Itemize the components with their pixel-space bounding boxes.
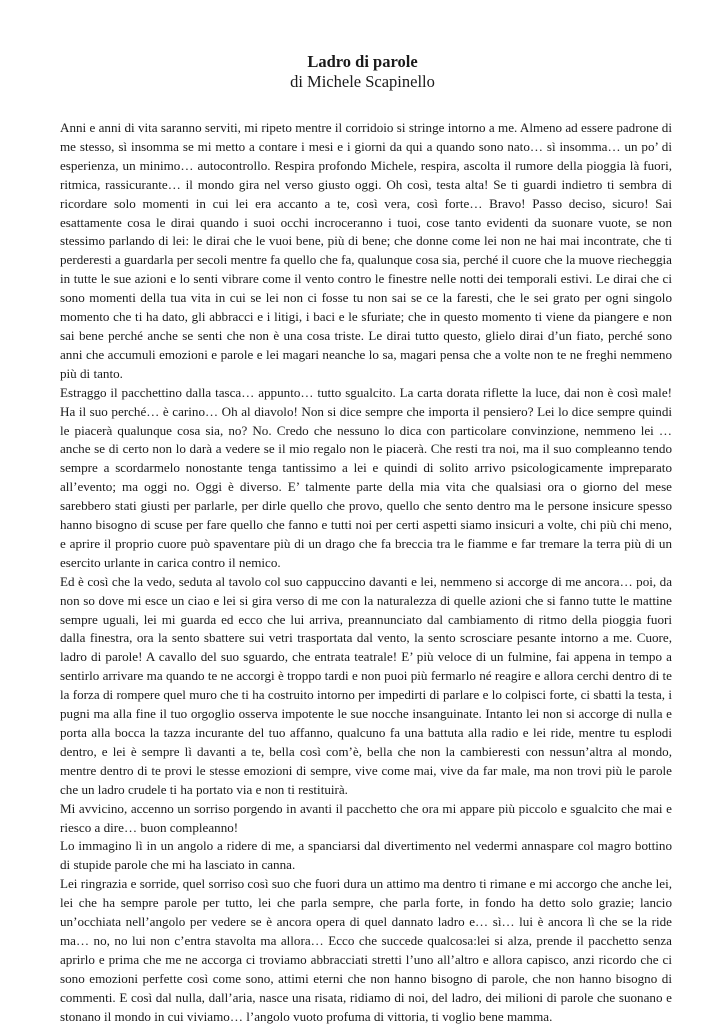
paragraph: Estraggo il pacchettino dalla tasca… appunto… tutto sgualcito. La carta dorata riflette la luce, dai non è così male! Ha il suo perché… è carino… Oh al diavolo! Non si dice sempre che importa il pensiero? Lei lo dice sempre quindi le piacerà qualunque cosa sia, no? No. Credo che nessuno lo dica con particolare convinzione, nemmeno lei … anche se di certo non lo darà a vedere se il mio regalo non le piacerà. Che resti tra noi, ma il suo compleanno tendo sempre a scordarmelo nonostante tenga tantissimo a lei e quindi di solito arrivo psicologicamente impreparato all’evento; ma oggi no. Oggi è diverso. E’ talmente parte della mia vita che qualsiasi ora o giorno del mese sarebbero stati giusti per parlarle, per dirle quello che provo, quello che sento dentro ma le persone insicure spesso hanno bisogno di scuse per fare quello che fanno e tutti noi per certi aspetti siamo insicuri a volte, chi più chi meno, e aprire il proprio cuore può spaventare più di un drago che fa breccia tra le fiamme e far tremare la terra più di un esercito urlante in carica contro il nemico. — [60, 384, 672, 570]
story-body — [60, 119, 672, 1027]
paragraph: Mi avvicino, accenno un sorriso porgendo in avanti il pacchetto che ora mi appare più piccolo e sgualcito che mai e riesco a dire… buon compleanno! — [60, 800, 672, 835]
document-header — [0, 52, 725, 92]
author-line: di Michele Scapinello — [290, 72, 435, 91]
paragraph: Lo immagino lì in un angolo a ridere di me, a spanciarsi dal divertimento nel vedermi annaspare col magro bottino di stupide parole che mi ha lasciato in canna. — [60, 838, 672, 873]
document-title: Ladro di parole — [307, 52, 418, 71]
paragraph: Anni e anni di vita saranno serviti, mi ripeto mentre il corridoio si stringe intorno a me. Almeno ad essere padrone di me stesso, sì insomma se mi metto a contare i mesi e i giorni da qui a quando sono nato… sì insomma… un po’ di esperienza, un minimo… autocontrollo. Respira profondo Michele, respira, ascolta il rumore della pioggia là fuori, ritmica, rassicurante… il mondo gira nel verso giusto oggi. Oh così, testa alta! Se ti guardi indietro ti sembra di ricordare solo momenti in cui lei era accanto a te, così vera, così forte… Bravo! Passo deciso, sicuro! Sai esattamente cosa le dirai quando i suoi occhi incroceranno i tuoi, cose tanto evidenti da suonare vuote, se non stessimo parlando di lei: le dirai che le vuoi bene, più di bene; che donne come lei non ne hai mai incontrate, che ti perderesti a guardarla per secoli mentre fa quello che fa, qualunque cosa sia, perché il cuore che la muove riecheggia in tutte le sue azioni e lo senti vibrare come il vento contro le finestre nelle notti dei temporali estivi. Le dirai che ci sono momenti della tua vita in cui se lei non ci fosse tu non sai se ce la faresti, che le sei grato per ogni singolo momento che ti ha dato, gli abbracci e i litigi, i baci e le sfuriate; che in questo momento ti viene da piangere e non sai bene perché anche se senti che non è una cosa triste. Le dirai tutto questo, glielo dirai d’un fiato, perché sono anni che accumuli emozioni e parole e lei magari neanche lo sa, magari pensa che a volte non te ne freghi nemmeno più di tanto. — [60, 120, 672, 381]
paragraph: Lei ringrazia e sorride, quel sorriso così suo che fuori dura un attimo ma dentro ti rimane e mi accorgo che anche lei, lei che ha sempre parole per tutto, lei che parla sempre, che parla forte, in fondo ha detto solo grazie; lancio un’occhiata nell’angolo per vedere se è ancora opera di quel dannato ladro e… sì… lui è ancora lì che se la ride ma… no, no lui non c’entra stavolta ma allora… Ecco che succede qualcosa:lei si alza, prende il pacchetto senza aprirlo e prima che me ne accorga ci troviamo abbracciati stretti l’uno all’altro e allora capisco, anzi ricordo che ci sono emozioni perfette così come sono, attimi eterni che non hanno bisogno di parole, che non hanno bisogno di commenti. E così dal nulla, dall’aria, nasce una risata, ridiamo di noi, del ladro, dei milioni di parole che suonano e stonano il mondo in cui viviamo… l’angolo vuoto profuma di vittoria, ti voglio bene mamma. — [60, 876, 672, 1024]
paragraph: Ed è così che la vedo, seduta al tavolo col suo cappuccino davanti e lei, nemmeno si accorge di me ancora… poi, da non so dove mi esce un ciao e lei si gira verso di me con la naturalezza di quelle azioni che si fanno tutte le mattine sempre uguali, lei mi guarda ed ecco che lui arriva, preannunciato dal cambiamento di ritmo della pioggia fuori dalla finestra, ora la sento sbattere sui vetri trasportata dal vento, la sento scrosciare pesante intorno a me. Cuore, ladro di parole! A cavallo del suo sguardo, che entrata teatrale! E’ più veloce di un fulmine, fai appena in tempo a sentirlo arrivare ma quando te ne accorgi è troppo tardi e non puoi più fermarlo né reagire e allora cerchi dentro di te la forza di rompere quel muro che ti ha costruito intorno per impedirti di parlare e lo colpisci forte, ci sbatti la testa, i pugni ma alla fine il tuo orgoglio osserva impotente le sue nocche insanguinate. Intanto lei non si accorge di nulla e porta alla bocca la tazza incurante del tuo affanno, qualcuno fa una battuta alla radio e lei ride, mentre tu esplodi dentro, e lei è sempre lì davanti a te, bella così com’è, bella che non la cambieresti con nessun’altra al mondo, mentre dentro di te provi le stesse emozioni di sempre, vive come mai, vive da far male, ma non trovi più le parole che un ladro crudele ti ha portato via e non ti restituirà. — [60, 573, 672, 797]
